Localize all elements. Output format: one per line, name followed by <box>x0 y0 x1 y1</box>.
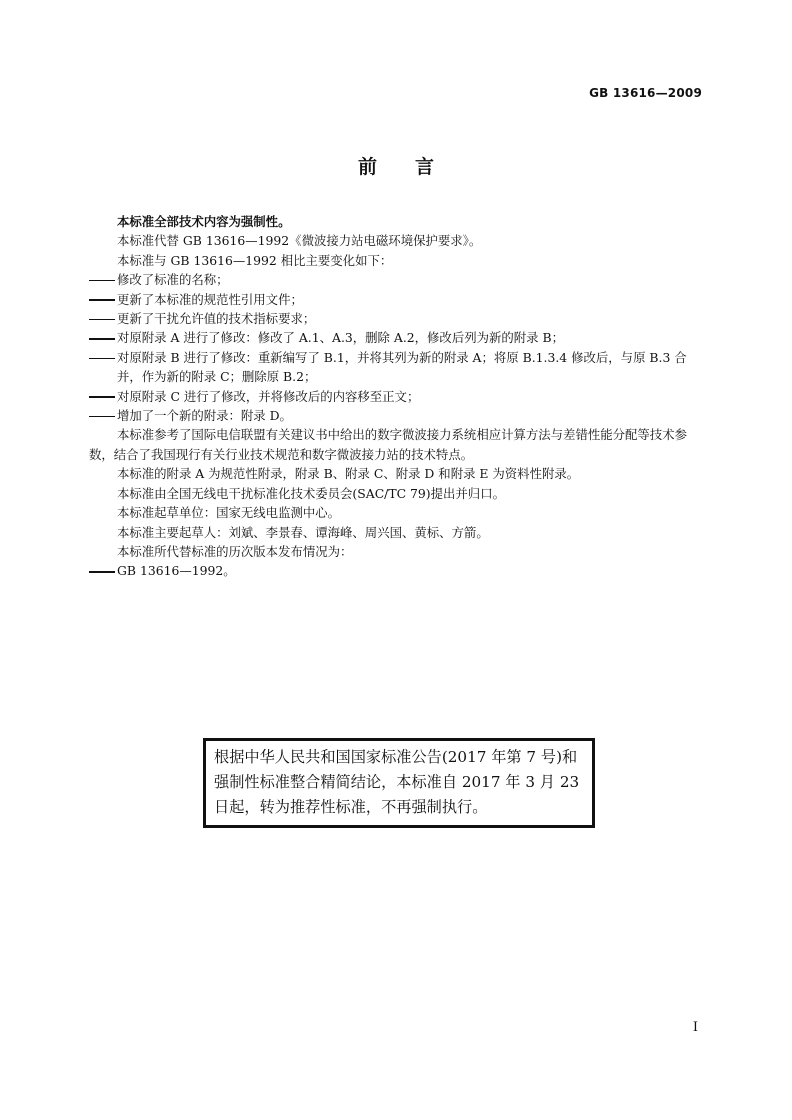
dash-mark <box>89 280 115 282</box>
list-item <box>89 328 705 347</box>
dash-mark <box>89 396 115 398</box>
page-number: I <box>692 1020 698 1035</box>
list-item-text: 对原附录 A 进行了修改：修改了 A.1、A.3，删除 A.2，修改后列为新的附录 B； <box>117 330 564 346</box>
list-item-text: 更新了干扰允许值的技术指标要求； <box>117 311 316 327</box>
paragraph-history-intro: 本标准所代替标准的历次版本发布情况为： <box>117 543 353 559</box>
list-item-text: GB 13616—1992。 <box>117 563 236 579</box>
paragraph-references: 本标准参考了国际电信联盟有关建议书中给出的数字微波接力系统相应计算方法与差错性能分配等技术参数，结合了我国现行有关行业技术规范和数字微波接力站的技术特点。 <box>89 427 687 462</box>
page-title: 前 言 <box>357 156 434 178</box>
paragraph-proposer: 本标准由全国无线电干扰标准化技术委员会(SAC/TC 79)提出并归口。 <box>117 485 505 501</box>
dash-mark <box>89 319 115 321</box>
list-item <box>89 387 705 406</box>
list-item-text: 对原附录 C 进行了修改，并将修改后的内容移至正文； <box>117 388 420 404</box>
standard-code: GB 13616—2009 <box>589 86 702 100</box>
list-item <box>89 561 705 580</box>
dash-mark <box>89 416 115 418</box>
dash-mark <box>89 358 115 360</box>
list-item <box>89 290 705 309</box>
list-item <box>89 309 705 328</box>
foreword-body <box>89 212 705 581</box>
list-item <box>89 270 705 289</box>
paragraph-changes-intro: 本标准与 GB 13616—1992 相比主要变化如下： <box>117 252 393 268</box>
list-item-text: 修改了标准的名称； <box>117 272 229 288</box>
list-item-text: 增加了一个新的附录：附录 D。 <box>117 408 292 424</box>
list-item <box>89 348 705 387</box>
notice-box: 根据中华人民共和国国家标准公告(2017 年第 7 号)和强制性标准整合精简结论，本标准自 2017 年 3 月 23 日起，转为推荐性标准，不再强制执行。 <box>203 738 595 828</box>
paragraph-drafters: 本标准主要起草人：刘斌、李景春、谭海峰、周兴国、黄标、方箭。 <box>117 524 489 540</box>
list-item <box>89 406 705 425</box>
paragraph-mandatory: 本标准全部技术内容为强制性。 <box>117 214 291 229</box>
list-item-text: 更新了本标准的规范性引用文件； <box>117 291 303 307</box>
dash-mark <box>89 571 115 573</box>
paragraph-replaces: 本标准代替 GB 13616—1992《微波接力站电磁环境保护要求》。 <box>117 233 482 249</box>
dash-mark <box>89 299 115 301</box>
dash-mark <box>89 338 115 340</box>
paragraph-annexes: 本标准的附录 A 为规范性附录，附录 B、附录 C、附录 D 和附录 E 为资料性附录。 <box>117 466 580 482</box>
list-item-text: 对原附录 B 进行了修改：重新编写了 B.1，并将其列为新的附录 A；将原 B.1.3.4 修改后，与原 B.3 合并，作为新的附录 C；删除原 B.2； <box>117 349 687 385</box>
paragraph-drafting-unit: 本标准起草单位：国家无线电监测中心。 <box>117 505 341 521</box>
